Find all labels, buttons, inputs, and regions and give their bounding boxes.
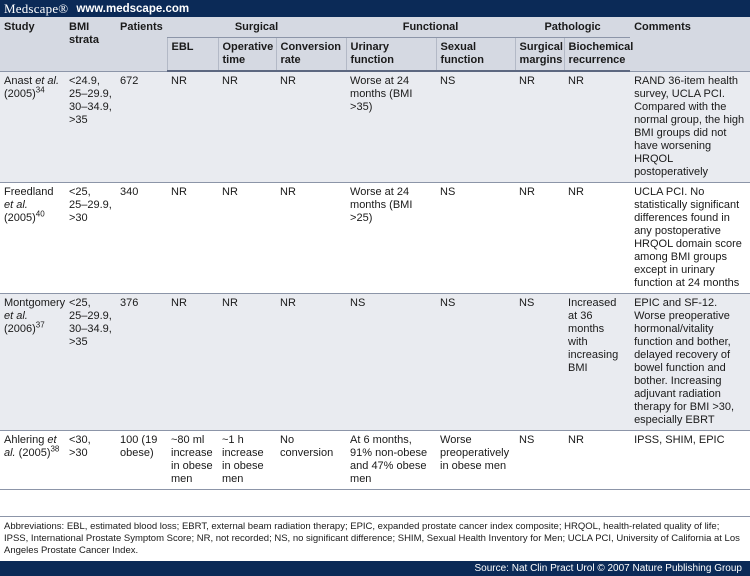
cell-ebl: NR <box>167 293 218 430</box>
header-ebl: EBL <box>167 38 218 72</box>
header-patients: Patients <box>116 17 167 71</box>
cell-biochemical-recurrence: Increased at 36 months with increasing BMI <box>564 293 630 430</box>
cell-biochemical-recurrence: NR <box>564 71 630 182</box>
reference-number[interactable]: 34 <box>35 84 45 94</box>
table-row <box>0 293 750 430</box>
cell-sexual-function: Worse preoperatively in obese men <box>436 430 515 489</box>
cell-conversion-rate: NR <box>276 71 346 182</box>
cell-sexual-function: NS <box>436 182 515 293</box>
cell-study: Anast et al. $(2005)^{34}$ <box>0 71 65 182</box>
source-footer: Source: Nat Clin Pract Urol © 2007 Nature Publishing Group <box>0 561 750 576</box>
header-group-functional: Functional <box>346 17 515 38</box>
cell-biochemical-recurrence: NR <box>564 182 630 293</box>
site-url[interactable]: www.medscape.com <box>76 2 190 15</box>
cell-patients: 340 <box>116 182 167 293</box>
cell-conversion-rate: No conversion <box>276 430 346 489</box>
cell-conversion-rate: NR <box>276 182 346 293</box>
cell-operative-time: ~1 h increase in obese men <box>218 430 276 489</box>
cell-surgical-margins: NR <box>515 182 564 293</box>
cell-urinary-function: NS <box>346 293 436 430</box>
cell-biochemical-recurrence: NR <box>564 430 630 489</box>
cell-operative-time: NR <box>218 182 276 293</box>
cell-sexual-function: NS <box>436 293 515 430</box>
cell-ebl: ~80 ml increase in obese men <box>167 430 218 489</box>
reference-number[interactable]: 38 <box>50 443 60 453</box>
cell-surgical-margins: NR <box>515 71 564 182</box>
cell-comments: RAND 36-item health survey, UCLA PCI. Compared with the normal group, the high BMI groups did not have worsening HRQOL postoperatively <box>630 71 750 182</box>
header-bmi-strata: BMI strata <box>65 17 116 71</box>
table-header-row-groups <box>0 17 750 38</box>
cell-bmi: <30, >30 <box>65 430 116 489</box>
table-row <box>0 430 750 489</box>
header-biochemical-recurrence: Biochemical recurrence <box>564 38 630 72</box>
abbreviations-note: Abbreviations: EBL, estimated blood loss; EBRT, external beam radiation therapy; EPIC, expanded prostate cancer index composite; HRQOL, health-related quality of life; IPSS, International Prostate Symptom Score; NR, not recorded; NS, no significant difference; SHIM, Sexual Health Inventory for Men; UCLA PCI, University of California at Los Angeles Prostate Cancer Index. <box>0 516 750 560</box>
reference-number[interactable]: 37 <box>35 319 45 329</box>
cell-ebl: NR <box>167 71 218 182</box>
study-comparison-table <box>0 17 750 490</box>
header-operative-time: Operative time <box>218 38 276 72</box>
cell-ebl: NR <box>167 182 218 293</box>
cell-patients: 100 (19 obese) <box>116 430 167 489</box>
cell-bmi: <25, 25–29.9, >30 <box>65 182 116 293</box>
reference-number[interactable]: 40 <box>35 208 45 218</box>
medscape-logo[interactable]: Medscape® <box>4 0 69 16</box>
cell-urinary-function: Worse at 24 months (BMI >35) <box>346 71 436 182</box>
header-sexual-function: Sexual function <box>436 38 515 72</box>
cell-comments: EPIC and SF-12. Worse preoperative hormonal/vitality function and bother, delayed recovery of bowel function and bother. Increasing adjuvant radiation therapy for BMI >30, especially EBRT <box>630 293 750 430</box>
cell-operative-time: NR <box>218 71 276 182</box>
cell-urinary-function: Worse at 24 months (BMI >25) <box>346 182 436 293</box>
header-surgical-margins: Surgical margins <box>515 38 564 72</box>
cell-surgical-margins: NS <box>515 430 564 489</box>
header-conversion-rate: Conversion rate <box>276 38 346 72</box>
study-table-container <box>0 17 750 490</box>
medscape-header-bar <box>0 0 750 17</box>
cell-comments: UCLA PCI. No statistically significant differences found in any postoperative HRQOL domain score among BMI groups except in urinary function at 24 months <box>630 182 750 293</box>
cell-study: Ahlering et al. $(2005)^{38}$ <box>0 430 65 489</box>
cell-conversion-rate: NR <box>276 293 346 430</box>
cell-urinary-function: At 6 months, 91% non-obese and 47% obese men <box>346 430 436 489</box>
cell-study: Montgomery et al. $(2006)^{37}$ <box>0 293 65 430</box>
table-row <box>0 182 750 293</box>
cell-patients: 376 <box>116 293 167 430</box>
cell-surgical-margins: NS <box>515 293 564 430</box>
cell-bmi: <25, 25–29.9, 30–34.9, >35 <box>65 293 116 430</box>
header-group-pathologic: Pathologic <box>515 17 630 38</box>
header-urinary-function: Urinary function <box>346 38 436 72</box>
cell-operative-time: NR <box>218 293 276 430</box>
cell-patients: 672 <box>116 71 167 182</box>
cell-sexual-function: NS <box>436 71 515 182</box>
cell-bmi: <24.9, 25–29.9, 30–34.9, >35 <box>65 71 116 182</box>
header-comments: Comments <box>630 17 750 71</box>
table-row <box>0 71 750 182</box>
header-study: Study <box>0 17 65 71</box>
header-group-surgical: Surgical <box>167 17 346 38</box>
cell-comments: IPSS, SHIM, EPIC <box>630 430 750 489</box>
cell-study: Freedland et al. $(2005)^{40}$ <box>0 182 65 293</box>
